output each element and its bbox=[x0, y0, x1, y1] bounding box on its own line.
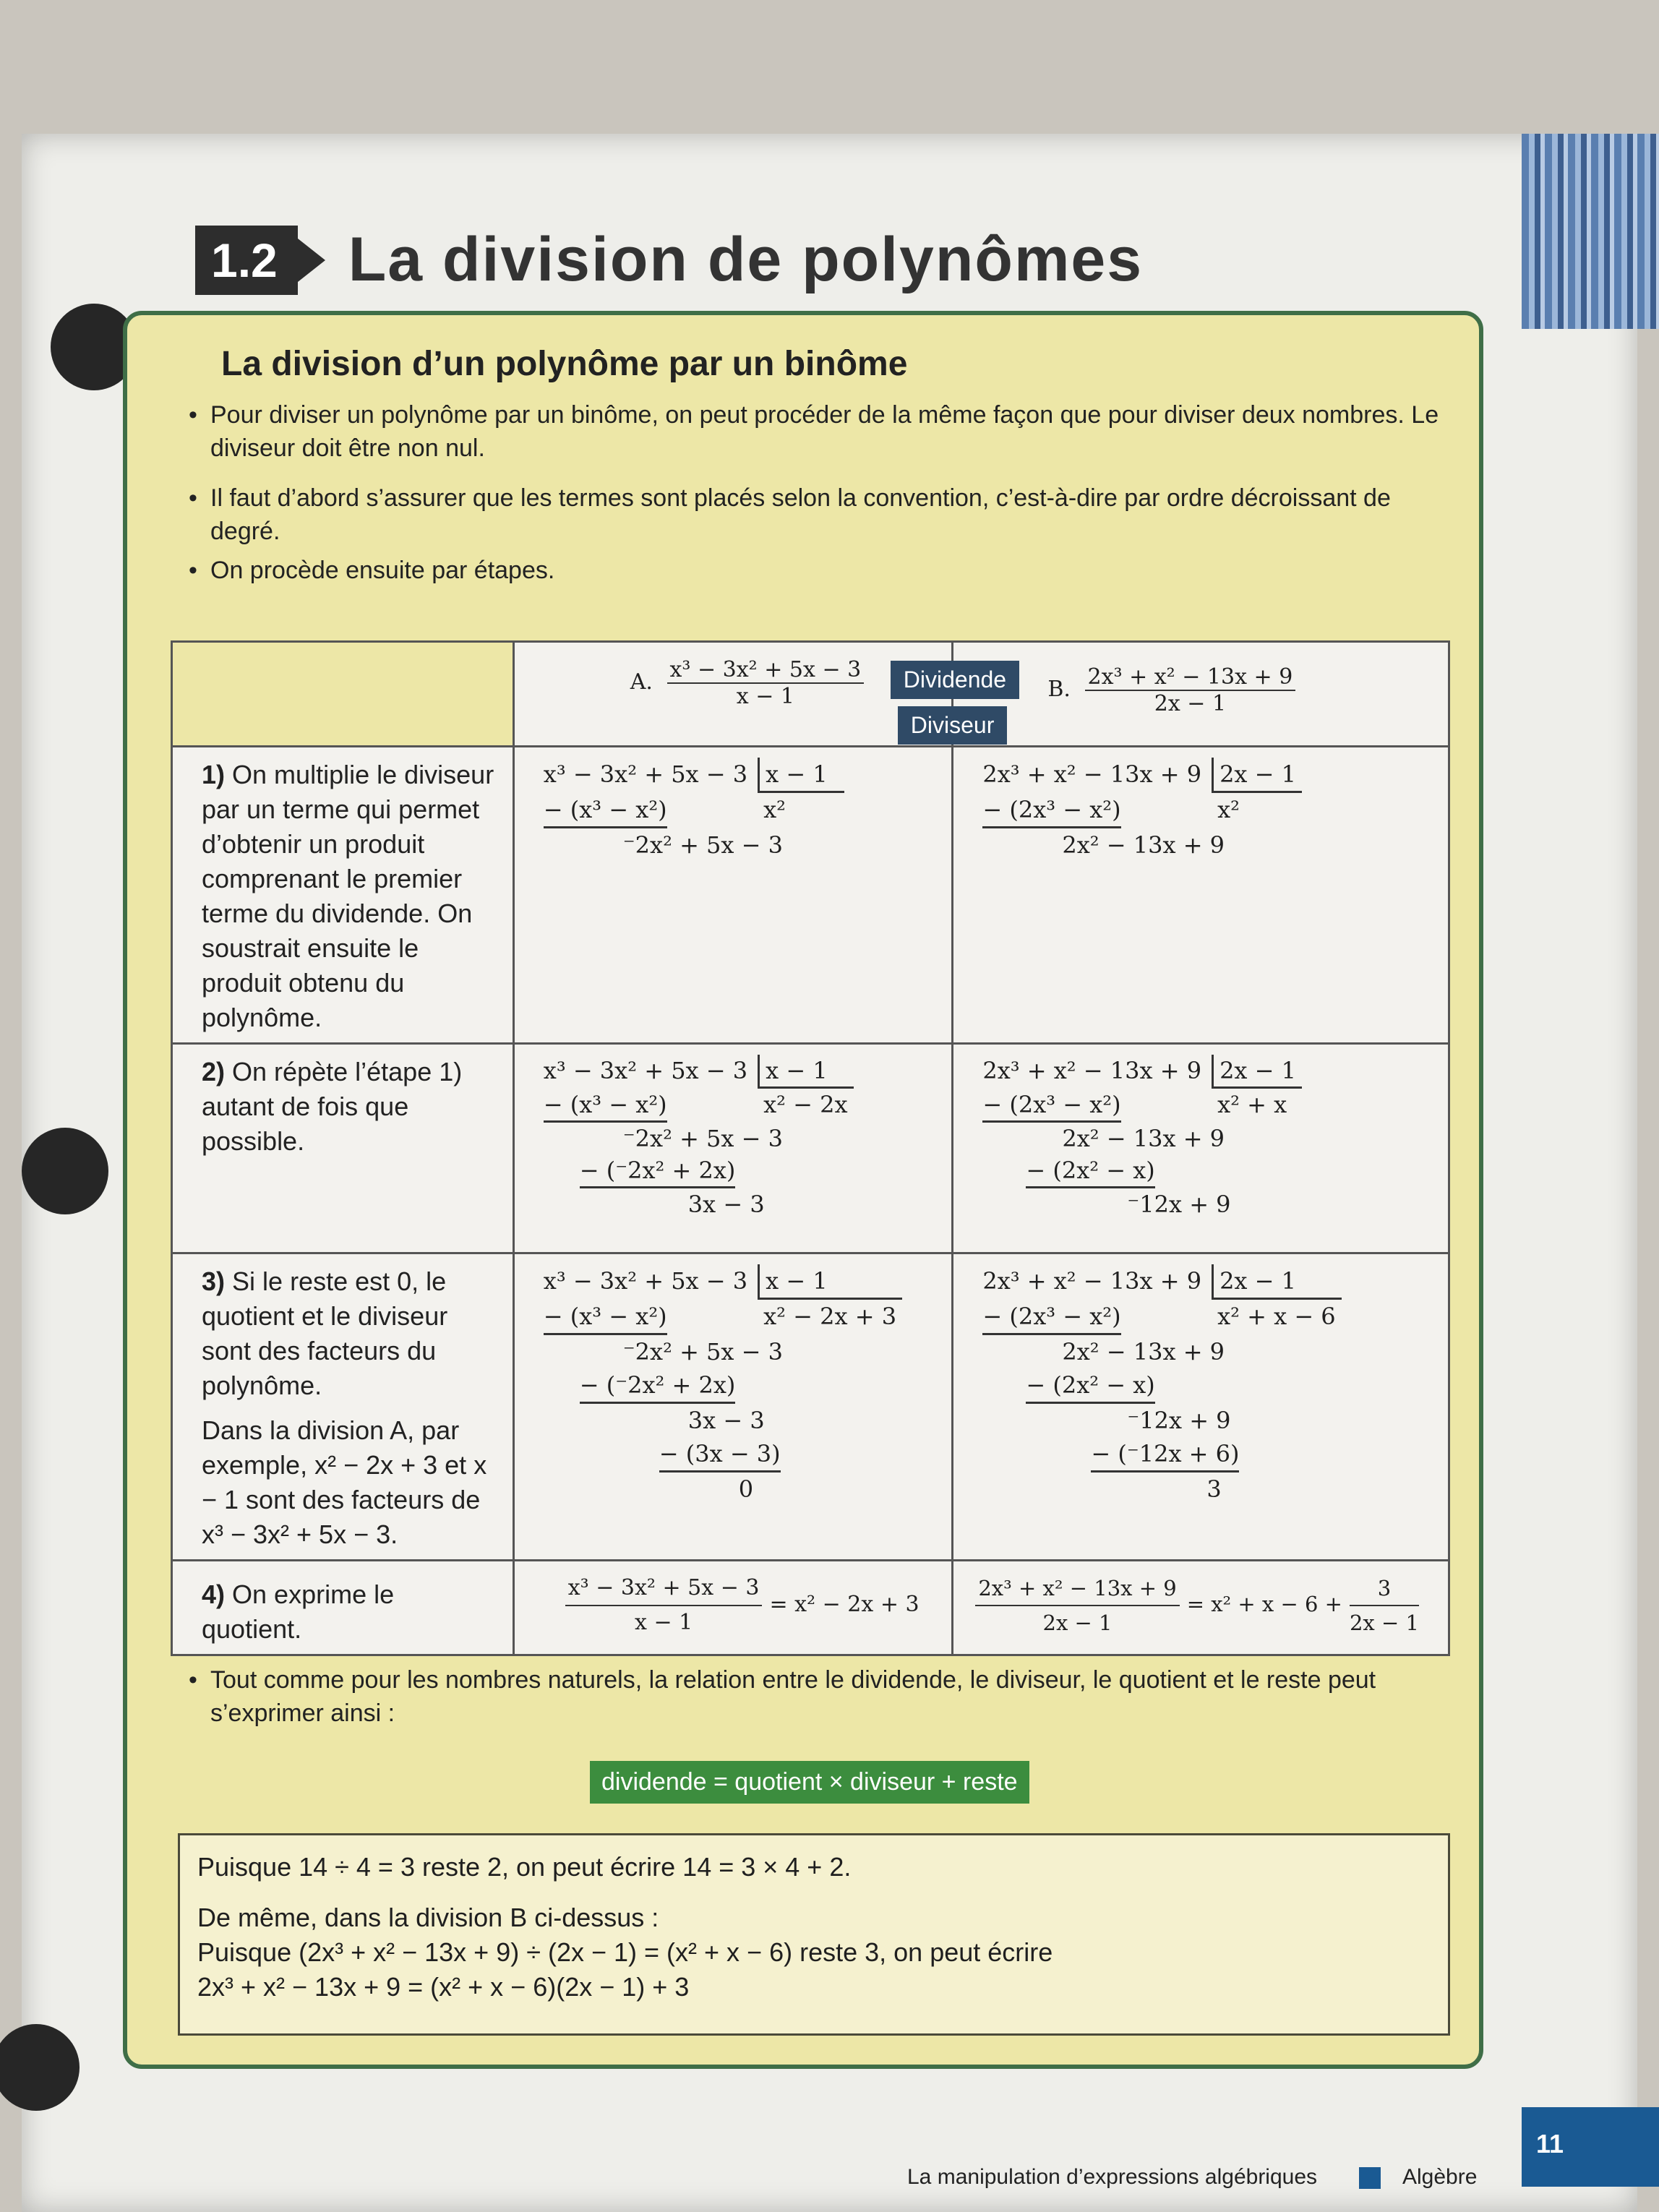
a4-den: x − 1 bbox=[635, 1610, 693, 1635]
a1-quotient: x² bbox=[763, 796, 786, 823]
step-3-a bbox=[513, 1253, 953, 1561]
a1-dividend: x³ − 3x² + 5x − 3 bbox=[543, 760, 748, 788]
fraction-b-num: 2x³ + x² − 13x + 9 bbox=[1085, 664, 1296, 691]
step-3-text2: Dans la division A, par exemple, x² − 2x + 3 et x − 1 sont des facteurs de x³ − 3x² + 5x − 3. bbox=[202, 1415, 487, 1549]
b2-rem2: ⁻12x + 9 bbox=[1127, 1191, 1231, 1218]
section-title: La division de polynômes bbox=[348, 225, 1144, 294]
bullet-1: • Pour diviser un polynôme par un binôme, on peut procéder de la même façon que pour diviser deux nombres. Le diviseur doit être non nul. bbox=[210, 398, 1454, 465]
relation-formula: dividende = quotient × diviseur + reste bbox=[590, 1761, 1029, 1804]
step-4-b bbox=[953, 1561, 1449, 1655]
b4-rem-den: 2x − 1 bbox=[1349, 1611, 1419, 1635]
step-4-cell bbox=[172, 1561, 514, 1655]
b3-sub3: − (⁻12x + 6) bbox=[1091, 1437, 1239, 1472]
b2-dividend: 2x³ + x² − 13x + 9 bbox=[982, 1057, 1202, 1084]
b1-rem: 2x² − 13x + 9 bbox=[1062, 831, 1225, 859]
a2-rem1: ⁻2x² + 5x − 3 bbox=[622, 1125, 783, 1152]
step-4-num: 4) bbox=[202, 1579, 226, 1609]
a2-quotient: x² − 2x bbox=[763, 1091, 848, 1118]
b4-fraction bbox=[975, 1572, 1179, 1639]
step-2-num: 2) bbox=[202, 1057, 226, 1086]
b3-divisor: 2x − 1 bbox=[1212, 1264, 1342, 1300]
a3-rem3: 0 bbox=[738, 1475, 754, 1503]
fraction-a-num: x³ − 3x² + 5x − 3 bbox=[667, 657, 865, 684]
b4-rhs: = x² + x − 6 + bbox=[1186, 1592, 1342, 1616]
fraction-a bbox=[667, 657, 865, 709]
header-a-cell bbox=[513, 642, 1007, 747]
box-title: La division d’un polynôme par un binôme bbox=[221, 345, 908, 383]
example-line-4: 2x³ + x² − 13x + 9 = (x² + x − 6)(2x − 1) + 3 bbox=[197, 1972, 690, 2002]
a3-dividend: x³ − 3x² + 5x − 3 bbox=[543, 1267, 748, 1295]
step-2-b bbox=[953, 1044, 1449, 1253]
step-2-cell bbox=[172, 1044, 514, 1253]
a3-sub3: − (3x − 3) bbox=[659, 1437, 781, 1472]
step-2-a bbox=[513, 1044, 953, 1253]
a1-rem: ⁻2x² + 5x − 3 bbox=[622, 831, 783, 859]
step-2-text: On répète l’étape 1) autant de fois que possible. bbox=[202, 1057, 463, 1156]
footer-square-icon bbox=[1359, 2167, 1381, 2189]
a3-divisor: x − 1 bbox=[758, 1264, 902, 1300]
header-b-cell bbox=[953, 642, 1449, 747]
b4-den: 2x − 1 bbox=[1042, 1611, 1113, 1635]
b4-rem-num: 3 bbox=[1350, 1572, 1419, 1606]
b1-sub: − (2x³ − x²) bbox=[982, 793, 1120, 828]
footer-section: Algèbre bbox=[1402, 2165, 1478, 2189]
b3-quotient: x² + x − 6 bbox=[1217, 1303, 1336, 1330]
a3-sub1: − (x³ − x²) bbox=[544, 1300, 667, 1335]
label-a: A. bbox=[630, 669, 653, 695]
a4-fraction bbox=[565, 1572, 763, 1639]
a3-quotient: x² − 2x + 3 bbox=[763, 1303, 897, 1330]
dividende-tag: Dividende bbox=[891, 661, 1019, 699]
relation-bullet: • Tout comme pour les nombres naturels, la relation entre le dividende, le diviseur, le quotient et le reste peut s’exprimer ainsi : bbox=[210, 1663, 1439, 1730]
step-4-text: On exprime le quotient. bbox=[202, 1579, 395, 1644]
footer-chapter: La manipulation d’expressions algébriques bbox=[907, 2165, 1318, 2189]
a4-num: x³ − 3x² + 5x − 3 bbox=[565, 1572, 763, 1606]
a2-sub1: − (x³ − x²) bbox=[544, 1089, 667, 1123]
b4-remainder-fraction bbox=[1350, 1572, 1419, 1639]
a2-sub2: − (⁻2x² + 2x) bbox=[580, 1154, 736, 1188]
b3-rem2: ⁻12x + 9 bbox=[1127, 1407, 1231, 1434]
example-line-2: De même, dans la division B ci-dessus : bbox=[197, 1903, 659, 1932]
division-steps-table bbox=[171, 640, 1450, 1656]
b2-sub1: − (2x³ − x²) bbox=[982, 1089, 1120, 1123]
b4-num: 2x³ + x² − 13x + 9 bbox=[975, 1572, 1179, 1606]
book-edge-stripes bbox=[1522, 134, 1659, 329]
b1-quotient: x² bbox=[1217, 796, 1240, 823]
step-3-num: 3) bbox=[202, 1266, 226, 1296]
b2-divisor: 2x − 1 bbox=[1212, 1055, 1302, 1089]
b3-sub2: − (2x² − x) bbox=[1026, 1368, 1154, 1404]
step-3-b bbox=[953, 1253, 1449, 1561]
binder-hole-2 bbox=[22, 1128, 108, 1214]
example-box bbox=[178, 1833, 1450, 2036]
empty-corner-cell bbox=[172, 642, 514, 747]
b3-rem3: 3 bbox=[1206, 1475, 1222, 1503]
step-1-text: On multiplie le diviseur par un terme qui permet d’obtenir un produit comprenant le premier terme du dividende. On soustrait ensuite le produit obtenu du polynôme. bbox=[202, 760, 494, 1032]
step-1-cell bbox=[172, 747, 514, 1044]
fraction-b bbox=[1085, 664, 1296, 716]
example-line-3: Puisque (2x³ + x² − 13x + 9) ÷ (2x − 1) = (x² + x − 6) reste 3, on peut écrire bbox=[197, 1937, 1053, 1967]
bullet-2: • Il faut d’abord s’assurer que les termes sont placés selon la convention, c’est-à-dire par ordre décroissant de degré. bbox=[210, 481, 1454, 548]
example-line-1: Puisque 14 ÷ 4 = 3 reste 2, on peut écrire 14 = 3 × 4 + 2. bbox=[197, 1852, 852, 1882]
a3-rem1: ⁻2x² + 5x − 3 bbox=[622, 1338, 783, 1366]
b3-rem1: 2x² − 13x + 9 bbox=[1062, 1338, 1225, 1366]
section-header bbox=[195, 224, 1143, 296]
step-1-b bbox=[953, 747, 1449, 1044]
b1-dividend: 2x³ + x² − 13x + 9 bbox=[982, 760, 1202, 788]
step-3-text: Si le reste est 0, le quotient et le diviseur sont des facteurs du polynôme. bbox=[202, 1266, 448, 1400]
section-number: 1.2 bbox=[195, 226, 298, 295]
step-1-a bbox=[513, 747, 953, 1044]
b3-sub1: − (2x³ − x²) bbox=[982, 1300, 1120, 1335]
a1-sub: − (x³ − x²) bbox=[544, 793, 667, 828]
step-3-cell bbox=[172, 1253, 514, 1561]
step-4-a bbox=[513, 1561, 953, 1655]
b3-dividend: 2x³ + x² − 13x + 9 bbox=[982, 1267, 1202, 1295]
a2-divisor: x − 1 bbox=[758, 1055, 853, 1089]
step-1-num: 1) bbox=[202, 760, 226, 789]
a2-rem2: 3x − 3 bbox=[687, 1191, 765, 1218]
bullet-3: • On procède ensuite par étapes. bbox=[210, 554, 1454, 587]
a3-sub2: − (⁻2x² + 2x) bbox=[580, 1368, 736, 1404]
label-b: B. bbox=[1047, 677, 1071, 702]
a2-dividend: x³ − 3x² + 5x − 3 bbox=[543, 1057, 748, 1084]
b2-rem1: 2x² − 13x + 9 bbox=[1062, 1125, 1225, 1152]
b2-sub2: − (2x² − x) bbox=[1026, 1154, 1154, 1188]
fraction-a-den: x − 1 bbox=[736, 684, 794, 709]
a1-divisor: x − 1 bbox=[758, 758, 844, 793]
b2-quotient: x² + x bbox=[1217, 1091, 1287, 1118]
page-number: 11 bbox=[1522, 2107, 1659, 2187]
b1-divisor: 2x − 1 bbox=[1212, 758, 1302, 793]
definition-box bbox=[123, 311, 1483, 2069]
a3-rem2: 3x − 3 bbox=[687, 1407, 765, 1434]
fraction-b-den: 2x − 1 bbox=[1154, 691, 1227, 716]
diviseur-tag: Diviseur bbox=[898, 706, 1008, 745]
a4-rhs: = x² − 2x + 3 bbox=[769, 1592, 919, 1617]
